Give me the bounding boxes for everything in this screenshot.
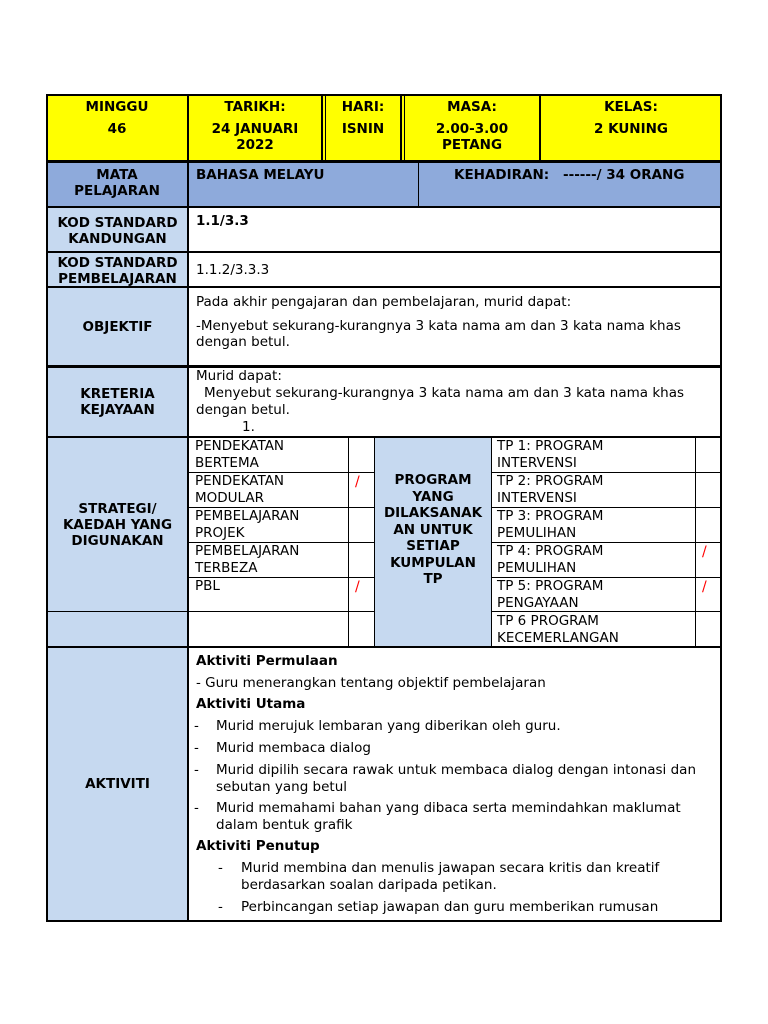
strategi-item-5-tick: / [355,579,360,595]
tp-item-5-tick: / [702,579,707,595]
header-kelas-cell [540,94,722,162]
hari-value: ISNIN [341,121,385,137]
strategi-label-line2: KAEDAH YANG [62,516,173,533]
tp-item-5-l2: PENGAYAAN [497,595,579,611]
penutup-item-1-l2: berdasarkan soalan daripada petikan. [241,877,497,893]
strategi-item-3-l1: PEMBELAJARAN [195,508,300,524]
aktiviti-penutup-title: Aktiviti Penutup [196,838,320,854]
kreteria-line1: Murid dapat: [196,368,282,384]
kod-pembelajaran-value: 1.1.2/3.3.3 [196,262,270,278]
tp-item-3-l1: TP 3: PROGRAM [497,508,604,524]
kreteria-line2: Menyebut sekurang-kurangnya 3 kata nama am dan 3 kata nama khas [204,385,685,401]
tp-item-1-l1: TP 1: PROGRAM [497,438,604,454]
penutup-item-2: Perbincangan setiap jawapan dan guru memberikan rumusan [241,899,659,915]
utama-item-4-l1: Murid memahami bahan yang dibaca serta memindahkan maklumat [216,800,681,816]
hari-label: HARI: [341,99,385,115]
objektif-line3: dengan betul. [196,334,290,350]
tp-item-3-l2: PEMULIHAN [497,525,577,541]
kreteria-line3: dengan betul. [196,402,290,418]
utama-bullet-2: - [194,740,199,756]
strategi-item-4-l1: PEMBELAJARAN [195,543,300,559]
kreteria-line4: 1. [242,419,255,435]
penutup-item-1-l1: Murid membina dan menulis jawapan secara kritis dan kreatif [241,860,660,876]
header-tarikh-cell [188,94,322,162]
kreteria-label-line1: KRETERIA [80,385,155,402]
penutup-bullet-2: - [218,899,223,915]
minggu-label: MINGGU [85,99,149,115]
program-text [375,472,491,588]
aktiviti-label [46,647,189,921]
kreteria-label [46,366,189,437]
strategi-item-1-l1: PENDEKATAN [195,438,285,454]
header-masa-cell [404,94,540,162]
kod-kandungan-label-line1: KOD STANDARD [57,214,178,231]
strategi-item-5-l1: PBL [195,578,220,594]
strategi-empty-label [46,612,189,647]
masa-period: PETANG [441,137,503,153]
program-line-4: AN UNTUK [393,521,473,538]
subject-value: BAHASA MELAYU [196,167,325,183]
objektif-line2: -Menyebut sekurang-kurangnya 3 kata nama am dan 3 kata nama khas [196,318,681,334]
program-line-1: PROGRAM [394,472,472,488]
kod-pembelajaran-label [46,253,189,288]
kreteria-label-line2: KEJAYAAN [80,401,155,418]
strategi-item-2-tick: / [355,474,360,490]
strategi-item-3-l2: PROJEK [195,525,245,541]
tp-item-4-l2: PEMULIHAN [497,560,577,576]
program-line-7: TP [423,571,443,587]
subject-label-line1: MATA [96,167,138,183]
objektif-label-text: OBJEKTIF [82,319,153,335]
utama-bullet-4: - [194,800,199,816]
utama-item-1: Murid merujuk lembaran yang diberikan oleh guru. [216,718,561,734]
program-line-2: YANG [412,488,454,505]
aktiviti-label-text: AKTIVITI [85,776,150,792]
tarikh-year: 2022 [236,137,274,153]
tarikh-value: 24 JANUARI [211,121,299,137]
strategi-label-line3: DIGUNAKAN [71,532,164,549]
strategi-label-line1: STRATEGI/ [78,500,157,517]
strategi-item-1-l2: BERTEMA [195,455,259,471]
minggu-value: 46 [107,121,127,137]
utama-item-4-l2: dalam bentuk grafik [216,817,353,833]
penutup-bullet-1: - [218,860,223,876]
kelas-value: 2 KUNING [594,121,668,137]
tp-item-1-l2: INTERVENSI [497,455,577,471]
program-line-3: DILAKSANAK [383,505,483,521]
tp-item-6-l2: KECEMERLANGAN [497,630,619,646]
tp-item-6-l1: TP 6 PROGRAM [497,613,599,629]
tp-item-4-l1: TP 4: PROGRAM [497,543,604,559]
strategi-label [46,437,189,612]
strategi-item-2-l1: PENDEKATAN [195,473,285,489]
tp-item-2-l1: TP 2: PROGRAM [497,473,604,489]
tp-item-4-tick: / [702,544,707,560]
aktiviti-utama-title: Aktiviti Utama [196,696,306,712]
kod-pembelajaran-label-line1: KOD STANDARD [57,254,178,271]
kod-kandungan-value: 1.1/3.3 [196,213,249,229]
subject-label-line2: PELAJARAN [74,183,160,199]
masa-label: MASA: [447,99,497,115]
strategi-item-4-l2: TERBEZA [195,560,258,576]
masa-value: 2.00-3.00 [435,121,509,137]
utama-bullet-3: - [194,762,199,778]
objektif-line1: Pada akhir pengajaran dan pembelajaran, murid dapat: [196,294,572,310]
header-hari-cell [325,94,401,162]
objektif-label [46,288,189,366]
header-minggu-cell [46,94,188,162]
kod-kandungan-label-line2: KANDUNGAN [68,230,167,247]
program-line-5: SETIAP [406,538,460,554]
tarikh-label: TARIKH: [224,99,286,115]
utama-item-3-l1: Murid dipilih secara rawak untuk membaca dialog dengan intonasi dan [216,762,697,778]
tp-item-2-l2: INTERVENSI [497,490,577,506]
kelas-label: KELAS: [604,99,658,115]
aktiviti-permulaan-title: Aktiviti Permulaan [196,653,338,669]
program-line-6: KUMPULAN [390,554,476,571]
utama-item-3-l2: sebutan yang betul [216,779,348,795]
tp-item-5-l1: TP 5: PROGRAM [497,578,604,594]
kehadiran-label: KEHADIRAN: [454,167,550,183]
kod-kandungan-label [46,208,189,253]
strategi-item-2-l2: MODULAR [195,490,264,506]
kod-pembelajaran-label-line2: PEMBELAJARAN [58,270,177,287]
kehadiran-value: ------/ 34 ORANG [563,167,685,183]
utama-bullet-1: - [194,718,199,734]
subject-label [46,167,188,199]
aktiviti-permulaan-item: - Guru menerangkan tentang objektif pembelajaran [196,675,546,691]
utama-item-2: Murid membaca dialog [216,740,371,756]
